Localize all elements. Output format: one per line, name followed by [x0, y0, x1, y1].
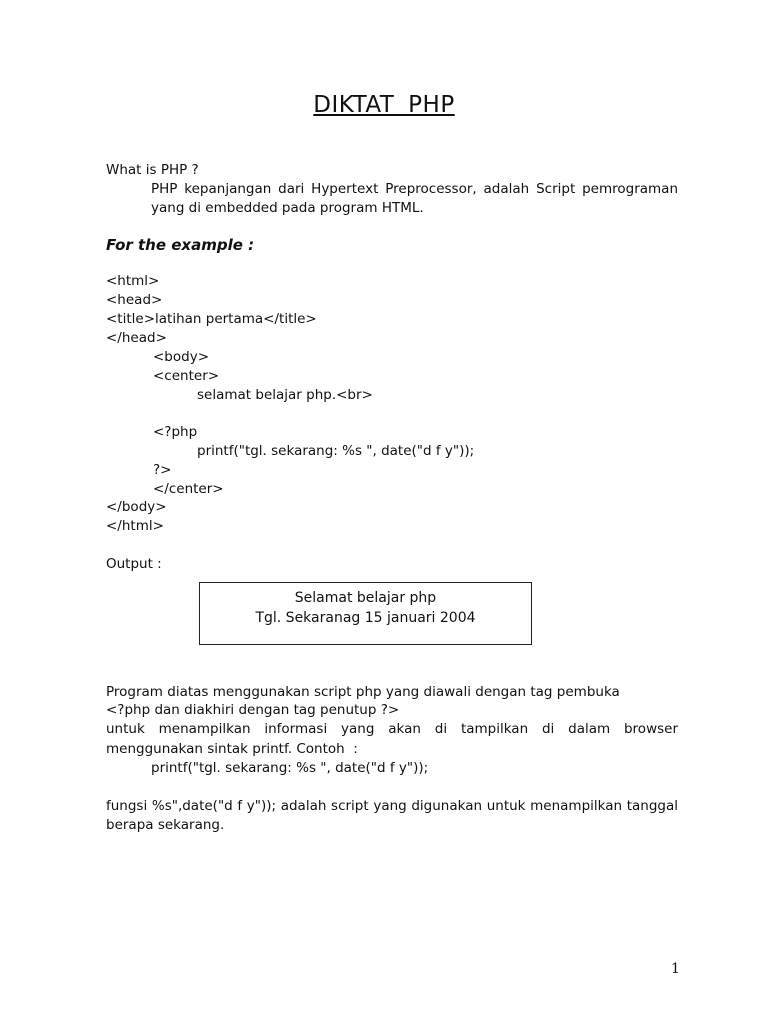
code-line: ?>	[153, 462, 172, 478]
function-note-line-2: berapa sekarang.	[106, 817, 225, 833]
intro-answer-line-2: yang di embedded pada program HTML.	[151, 200, 424, 216]
example-heading: For the example :	[106, 236, 255, 254]
function-note-line-1: fungsi %s",date("d f y")); adalah script yang digunakan untuk menampilkan tanggal	[106, 798, 678, 814]
code-line: </html>	[106, 518, 164, 534]
explanation-line-4: menggunakan sintak printf. Contoh :	[106, 741, 358, 757]
explanation-code-example: printf("tgl. sekarang: %s ", date("d f y"));	[151, 760, 429, 776]
output-box-line-1: Selamat belajar php	[294, 590, 437, 606]
code-line: </body>	[106, 499, 167, 515]
code-line: <head>	[106, 292, 163, 308]
output-label: Output :	[106, 556, 162, 572]
code-line: selamat belajar php.<br>	[197, 387, 373, 403]
explanation-line-3: untuk menampilkan informasi yang akan di tampilkan di dalam browser	[106, 721, 678, 737]
code-line: </head>	[106, 330, 167, 346]
page-number: 1	[671, 961, 680, 977]
intro-question: What is PHP ?	[106, 162, 199, 178]
code-line: <body>	[153, 349, 210, 365]
output-box	[199, 582, 532, 645]
code-line: printf("tgl. sekarang: %s ", date("d f y"));	[197, 443, 475, 459]
explanation-line-2: <?php dan diakhiri dengan tag penutup ?>	[106, 702, 400, 718]
explanation-line-1: Program diatas menggunakan script php yang diawali dengan tag pembuka	[106, 684, 620, 700]
code-line: <center>	[153, 368, 220, 384]
intro-answer-line-1: PHP kepanjangan dari Hypertext Preprocessor, adalah Script pemrograman	[151, 181, 678, 197]
code-line: <?php	[153, 424, 198, 440]
code-line: <html>	[106, 273, 160, 289]
code-line: </center>	[153, 481, 224, 497]
code-line: <title>latihan pertama</title>	[106, 311, 317, 327]
output-box-line-2: Tgl. Sekaranag 15 januari 2004	[255, 610, 476, 626]
page-title: DIKTAT PHP	[313, 92, 455, 118]
